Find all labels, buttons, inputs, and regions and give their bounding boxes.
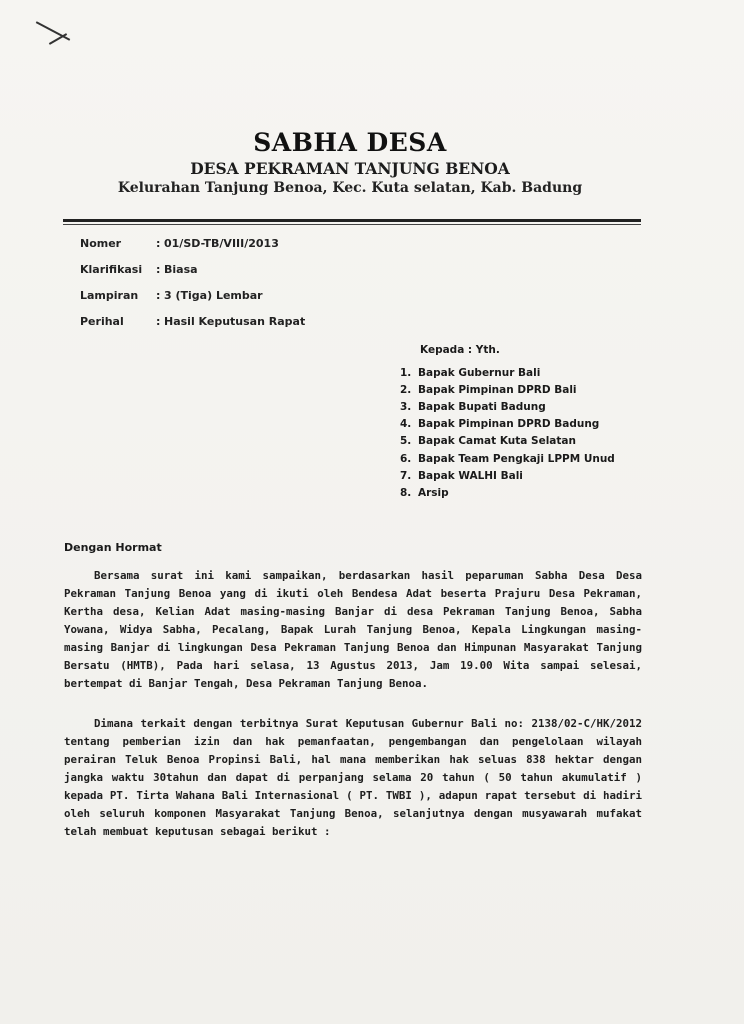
meta-key: Perihal [80, 314, 124, 328]
letter-meta [80, 230, 305, 334]
meta-key: Nomer [80, 236, 122, 250]
meta-row [80, 256, 305, 282]
recipient-number: 1. [400, 366, 412, 379]
recipient-text: Bapak Gubernur Bali [418, 366, 541, 379]
recipient-text: Bapak Team Pengkaji LPPM Unud [418, 452, 615, 465]
meta-separator: : [156, 288, 161, 302]
recipient-item [400, 381, 615, 398]
recipient-text: Bapak Pimpinan DPRD Badung [418, 418, 600, 431]
meta-value: 3 (Tiga) Lembar [164, 288, 263, 302]
recipient-number: 7. [400, 469, 412, 482]
meta-key: Klarifikasi [80, 262, 143, 276]
recipient-number: 3. [400, 400, 412, 413]
body-paragraph-text: Dimana terkait dengan terbitnya Surat Keputusan Gubernur Bali no: 2138/02-C/HK/2012 tentang pemberian izin dan hak pemanfaatan, pengembangan dan pengelolaan wilayah perairan Teluk Benoa Propinsi Bali, hal mana memberikan hak seluas 838 hektar dengan jangka waktu 30tahun dan dapat di perpanjang selama 20 tahun ( 50 tahun akumulatif ) kepada PT. Tirta Wahana Bali Internasional ( PT. TWBI ), adapun rapat tersebut di hadiri oleh seluruh komponen Masyarakat Tanjung Benoa, selanjutnya dengan musyawarah mufakat telah membuat keputusan sebagai berikut : [64, 717, 642, 838]
body-paragraph-text: Bersama surat ini kami sampaikan, berdasarkan hasil peparuman Sabha Desa Desa Pekraman Tanjung Benoa yang di ikuti oleh Bendesa Adat beserta Prajuru Desa Pekraman, Kertha desa, Kelian Adat masing-masing Banjar di desa Pekraman Tanjung Benoa, Sabha Yowana, Widya Sabha, Pecalang, Bapak Lurah Tanjung Benoa, Kepala Lingkungan masing-masing Banjar di lingkungan Desa Pekraman Tanjung Benoa dan Himpunan Masyarakat Tanjung Bersatu (HMTB), Pada hari selasa, 13 Agustus 2013, Jam 19.00 Wita sampai selesai, bertempat di Banjar Tengah, Desa Pekraman Tanjung Benoa. [64, 569, 642, 690]
recipient-item [400, 364, 615, 381]
meta-value: Biasa [164, 262, 198, 276]
recipient-number: 8. [400, 486, 412, 499]
recipient-text: Bapak WALHI Bali [418, 469, 523, 482]
letterhead-address: Kelurahan Tanjung Benoa, Kec. Kuta selatan, Kab. Badung [117, 180, 583, 196]
letterhead-rule [63, 219, 641, 222]
recipient-item [400, 484, 615, 501]
recipient-item [400, 398, 615, 415]
recipient-item [400, 450, 615, 467]
letterhead-title: SABHA DESA [253, 128, 447, 157]
meta-row [80, 308, 305, 334]
body-paragraph [64, 715, 642, 841]
letterhead [60, 128, 640, 196]
recipient-heading: Kepada : Yth. [420, 344, 500, 356]
recipient-text: Bapak Camat Kuta Selatan [418, 435, 576, 448]
recipient-text: Bapak Bupati Badung [418, 400, 546, 413]
meta-value: Hasil Keputusan Rapat [164, 314, 306, 328]
recipient-item [400, 433, 615, 450]
recipient-number: 4. [400, 418, 412, 431]
recipient-text: Bapak Pimpinan DPRD Bali [418, 383, 577, 396]
meta-separator: : [156, 262, 161, 276]
pen-mark [36, 21, 70, 41]
meta-separator: : [156, 314, 161, 328]
letterhead-rule-thin [63, 224, 641, 225]
meta-separator: : [156, 236, 161, 250]
recipient-list [400, 364, 615, 502]
meta-value: 01/SD-TB/VIII/2013 [164, 236, 279, 250]
recipient-item [400, 467, 615, 484]
greeting: Dengan Hormat [64, 541, 162, 554]
recipient-number: 6. [400, 452, 412, 465]
recipient-text: Arsip [418, 486, 449, 499]
meta-row [80, 230, 305, 256]
recipient-item [400, 416, 615, 433]
body-paragraph [64, 567, 642, 693]
recipient-number: 2. [400, 383, 412, 396]
meta-key: Lampiran [80, 288, 139, 302]
recipient-number: 5. [400, 435, 412, 448]
meta-row [80, 282, 305, 308]
letterhead-subtitle: DESA PEKRAMAN TANJUNG BENOA [190, 159, 510, 178]
